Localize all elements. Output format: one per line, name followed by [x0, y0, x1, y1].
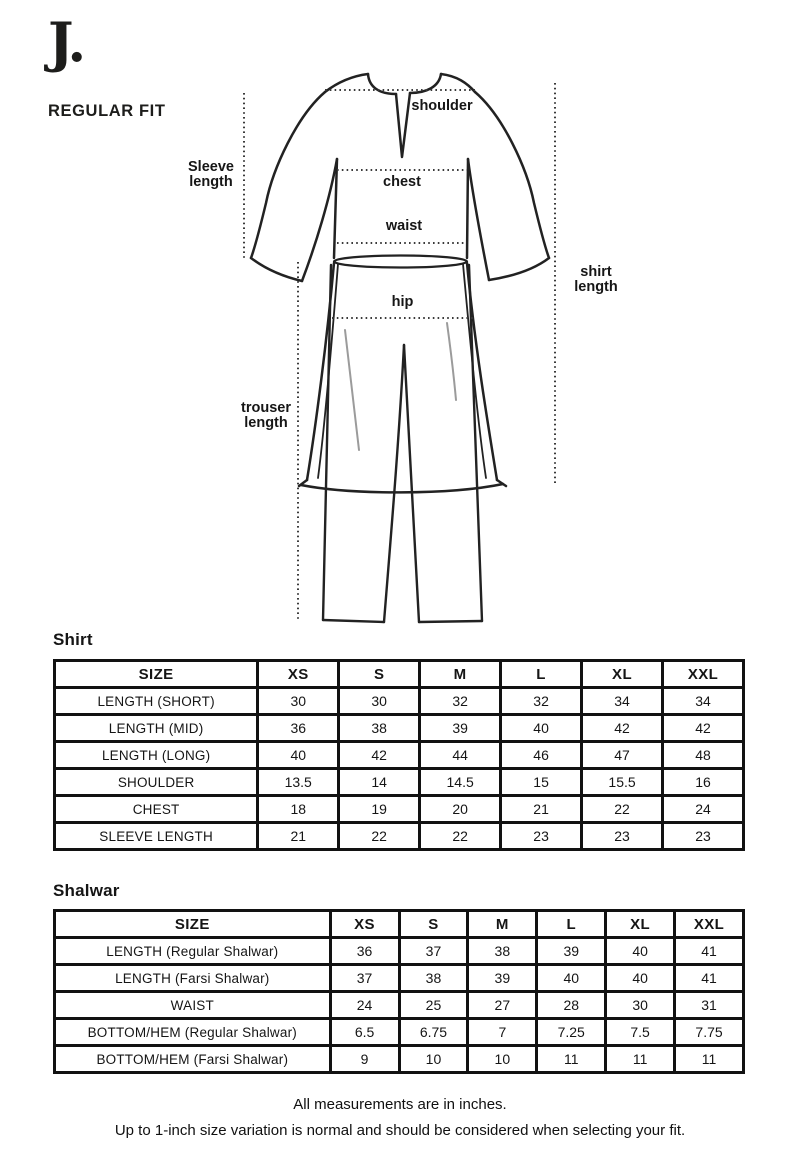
- measurement-label-cell: SHOULDER: [55, 769, 258, 796]
- size-value-cell: 7.75: [675, 1019, 744, 1046]
- size-value-cell: 32: [501, 688, 582, 715]
- shirt-section-title: Shirt: [53, 630, 93, 649]
- shalwar-section-title: Shalwar: [53, 881, 120, 900]
- size-value-cell: 37: [399, 938, 468, 965]
- label-hip: hip: [391, 294, 414, 310]
- size-value-cell: 11: [675, 1046, 744, 1073]
- measurement-label-cell: LENGTH (Regular Shalwar): [55, 938, 331, 965]
- size-value-cell: 6.5: [330, 1019, 399, 1046]
- size-value-cell: 40: [606, 965, 675, 992]
- column-header: XXL: [663, 661, 744, 688]
- table-row: [55, 1046, 744, 1073]
- size-value-cell: 42: [663, 715, 744, 742]
- table-row: [55, 938, 744, 965]
- size-value-cell: 42: [339, 742, 420, 769]
- size-value-cell: 23: [663, 823, 744, 850]
- column-header: L: [537, 911, 606, 938]
- size-value-cell: 37: [330, 965, 399, 992]
- size-value-cell: 39: [468, 965, 537, 992]
- size-value-cell: 15.5: [582, 769, 663, 796]
- table-row: [55, 965, 744, 992]
- label-waist: waist: [385, 218, 423, 234]
- size-value-cell: 42: [582, 715, 663, 742]
- column-header: M: [420, 661, 501, 688]
- column-header: SIZE: [55, 911, 331, 938]
- column-header: S: [339, 661, 420, 688]
- size-value-cell: 28: [537, 992, 606, 1019]
- shalwar-size-table: [53, 909, 745, 1074]
- column-header: XS: [258, 661, 339, 688]
- size-value-cell: 36: [330, 938, 399, 965]
- size-value-cell: 39: [420, 715, 501, 742]
- size-value-cell: 40: [606, 938, 675, 965]
- label-chest: chest: [383, 174, 421, 190]
- size-value-cell: 44: [420, 742, 501, 769]
- size-value-cell: 48: [663, 742, 744, 769]
- measurement-label-cell: LENGTH (SHORT): [55, 688, 258, 715]
- header-row: [55, 661, 744, 688]
- size-value-cell: 25: [399, 992, 468, 1019]
- size-value-cell: 15: [501, 769, 582, 796]
- table-row: [55, 823, 744, 850]
- size-value-cell: 19: [339, 796, 420, 823]
- size-value-cell: 10: [468, 1046, 537, 1073]
- size-value-cell: 40: [501, 715, 582, 742]
- size-value-cell: 18: [258, 796, 339, 823]
- size-value-cell: 30: [258, 688, 339, 715]
- size-value-cell: 34: [582, 688, 663, 715]
- size-value-cell: 21: [501, 796, 582, 823]
- size-value-cell: 7.5: [606, 1019, 675, 1046]
- table-row: [55, 688, 744, 715]
- size-value-cell: 30: [339, 688, 420, 715]
- measurement-label-cell: CHEST: [55, 796, 258, 823]
- table-row: [55, 796, 744, 823]
- size-value-cell: 6.75: [399, 1019, 468, 1046]
- label-shoulder: shoulder: [411, 98, 473, 114]
- measurement-label-cell: WAIST: [55, 992, 331, 1019]
- column-header: M: [468, 911, 537, 938]
- column-header: L: [501, 661, 582, 688]
- size-value-cell: 14: [339, 769, 420, 796]
- size-value-cell: 13.5: [258, 769, 339, 796]
- size-value-cell: 47: [582, 742, 663, 769]
- label-trouser-length: trouser length: [241, 400, 291, 431]
- measurement-label-cell: SLEEVE LENGTH: [55, 823, 258, 850]
- label-shirt-length: shirt length: [574, 264, 618, 295]
- size-value-cell: 11: [537, 1046, 606, 1073]
- size-value-cell: 27: [468, 992, 537, 1019]
- size-value-cell: 23: [582, 823, 663, 850]
- size-value-cell: 32: [420, 688, 501, 715]
- table-row: [55, 992, 744, 1019]
- size-value-cell: 34: [663, 688, 744, 715]
- size-value-cell: 31: [675, 992, 744, 1019]
- size-value-cell: 30: [606, 992, 675, 1019]
- size-value-cell: 41: [675, 965, 744, 992]
- size-value-cell: 20: [420, 796, 501, 823]
- size-value-cell: 16: [663, 769, 744, 796]
- size-value-cell: 39: [537, 938, 606, 965]
- size-value-cell: 23: [501, 823, 582, 850]
- label-sleeve-length: Sleeve length: [188, 159, 234, 190]
- measurement-label-cell: LENGTH (MID): [55, 715, 258, 742]
- footer-note-units: All measurements are in inches.: [293, 1096, 507, 1113]
- size-value-cell: 22: [420, 823, 501, 850]
- size-value-cell: 38: [339, 715, 420, 742]
- measurement-dotted-lines: [244, 83, 555, 622]
- size-value-cell: 22: [582, 796, 663, 823]
- shirt-size-table: [53, 659, 745, 851]
- size-value-cell: 40: [258, 742, 339, 769]
- size-value-cell: 7: [468, 1019, 537, 1046]
- column-header: XXL: [675, 911, 744, 938]
- column-header: SIZE: [55, 661, 258, 688]
- size-value-cell: 46: [501, 742, 582, 769]
- size-value-cell: 22: [339, 823, 420, 850]
- fit-title: REGULAR FIT: [48, 102, 166, 120]
- footer-note-variation: Up to 1-inch size variation is normal and should be considered when selecting your fit.: [114, 1122, 686, 1139]
- size-value-cell: 11: [606, 1046, 675, 1073]
- measurement-label-cell: LENGTH (Farsi Shalwar): [55, 965, 331, 992]
- column-header: XL: [582, 661, 663, 688]
- table-row: [55, 742, 744, 769]
- size-value-cell: 21: [258, 823, 339, 850]
- size-value-cell: 24: [330, 992, 399, 1019]
- size-value-cell: 36: [258, 715, 339, 742]
- size-value-cell: 9: [330, 1046, 399, 1073]
- table-row: [55, 769, 744, 796]
- size-value-cell: 41: [675, 938, 744, 965]
- measurement-label-cell: LENGTH (LONG): [55, 742, 258, 769]
- column-header: S: [399, 911, 468, 938]
- size-value-cell: 38: [468, 938, 537, 965]
- size-value-cell: 14.5: [420, 769, 501, 796]
- measurement-label-cell: BOTTOM/HEM (Regular Shalwar): [55, 1019, 331, 1046]
- size-value-cell: 38: [399, 965, 468, 992]
- size-value-cell: 40: [537, 965, 606, 992]
- size-value-cell: 24: [663, 796, 744, 823]
- measurement-label-cell: BOTTOM/HEM (Farsi Shalwar): [55, 1046, 331, 1073]
- table-row: [55, 1019, 744, 1046]
- size-value-cell: 10: [399, 1046, 468, 1073]
- brand-logo: J.: [48, 10, 85, 74]
- table-row: [55, 715, 744, 742]
- header-row: [55, 911, 744, 938]
- column-header: XS: [330, 911, 399, 938]
- size-value-cell: 7.25: [537, 1019, 606, 1046]
- column-header: XL: [606, 911, 675, 938]
